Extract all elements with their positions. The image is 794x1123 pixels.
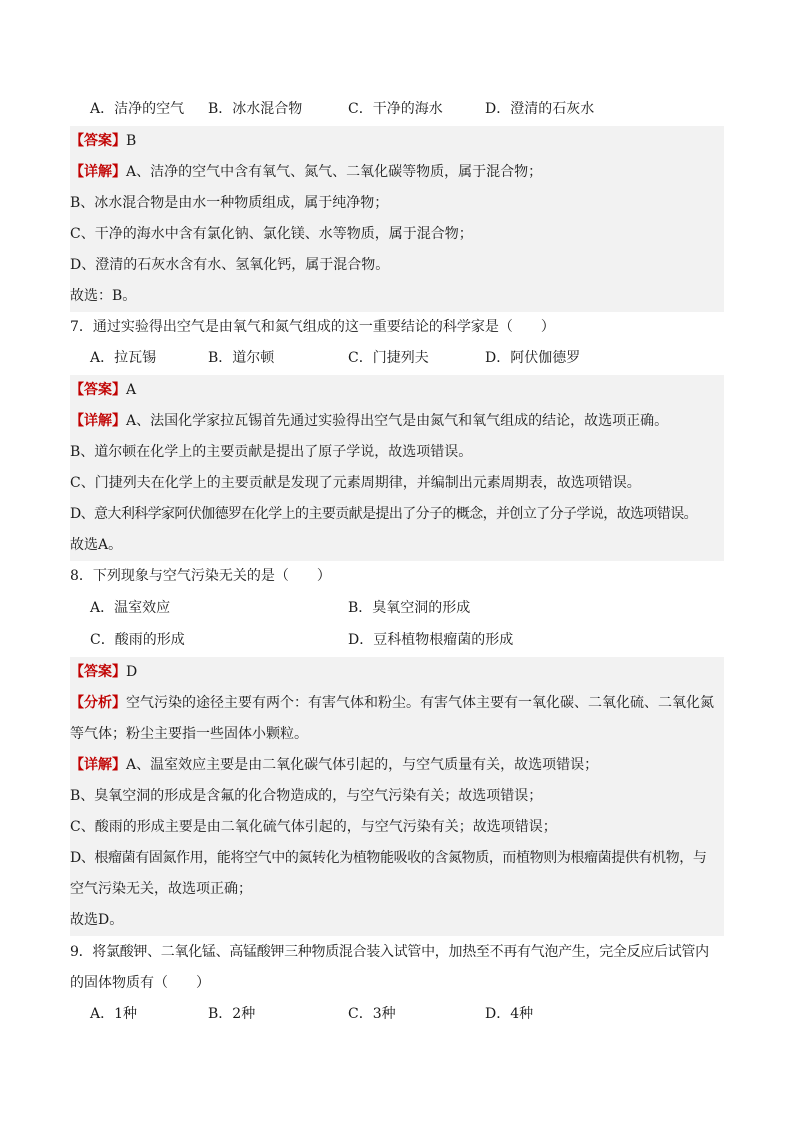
q7-answer: A	[126, 382, 137, 398]
q6-option-a: A．洁净的空气	[90, 101, 185, 117]
q7-detail-text: A、法国化学家拉瓦锡首先通过实验得出空气是由氮气和氧气组成的结论，故选项正确。	[126, 413, 669, 429]
answer-tag: 【答案】	[70, 664, 126, 680]
q8-option-b: B．臭氧空洞的形成	[348, 600, 471, 616]
q9-option-a: A．1种	[90, 1006, 138, 1022]
q7-question	[70, 312, 724, 343]
q6-option-b: B．冰水混合物	[208, 101, 303, 117]
q9-option-d: D．4种	[485, 1006, 534, 1022]
analysis-tag: 【分析】	[70, 695, 126, 711]
q6-detail-text: C、干净的海水中含有氯化钠、氯化镁、水等物质，属于混合物；	[70, 226, 473, 242]
q8-detail-text: 故选D。	[70, 912, 124, 928]
q8-option-a: A．温室效应	[90, 600, 171, 616]
q6-options-row	[70, 94, 724, 125]
q8-options-row-1	[70, 593, 724, 624]
q7-detail-line-3	[70, 468, 724, 499]
detail-tag: 【详解】	[70, 164, 126, 180]
q7-detail-line-4	[70, 499, 724, 530]
q6-detail-line-5	[70, 281, 724, 312]
q8-question-text: 8．下列现象与空气污染无关的是（ ）	[70, 568, 331, 584]
q8-analysis-text: 空气污染的途径主要有两个：有害气体和粉尘。有害气体主要有一氧化碳、二氧化硫、二氧化氮	[126, 695, 714, 711]
q6-answer: B	[126, 133, 137, 149]
q6-option-c: C．干净的海水	[348, 101, 443, 117]
q6-detail-line-1	[70, 157, 724, 188]
q7-detail-line-1	[70, 406, 724, 437]
q9-option-c: C．3种	[348, 1006, 396, 1022]
q8-analysis-text: 等气体；粉尘主要指一些固体小颗粒。	[70, 726, 308, 742]
q8-detail-line-4	[70, 843, 724, 874]
q6-answer-line	[70, 126, 724, 157]
q6-detail-text: D、澄清的石灰水含有水、氢氧化钙，属于混合物。	[70, 257, 390, 273]
q6-detail-text: A、洁净的空气中含有氧气、氮气、二氧化碳等物质，属于混合物；	[126, 164, 543, 180]
q7-detail-line-5	[70, 530, 724, 561]
q8-detail-text: B、臭氧空洞的形成是含氟的化合物造成的，与空气污染有关；故选项错误；	[70, 788, 543, 804]
detail-tag: 【详解】	[70, 757, 126, 773]
q9-question-line-1	[70, 937, 724, 968]
q8-question	[70, 561, 724, 592]
q6-detail-text: 故选：B。	[70, 288, 137, 304]
q9-option-b: B．2种	[208, 1006, 256, 1022]
q8-answer-line	[70, 657, 724, 688]
q7-detail-text: B、道尔顿在化学上的主要贡献是提出了原子学说，故选项错误。	[70, 444, 473, 460]
q7-option-b: B．道尔顿	[208, 350, 275, 366]
q8-detail-line-3	[70, 812, 724, 843]
q8-options-row-2	[70, 625, 724, 656]
q8-option-c: C．酸雨的形成	[90, 632, 185, 648]
q8-detail-line-6	[70, 905, 724, 936]
q7-detail-line-2	[70, 437, 724, 468]
q8-detail-line-1	[70, 750, 724, 781]
q7-option-a: A．拉瓦锡	[90, 350, 157, 366]
q7-question-text: 7．通过实验得出空气是由氧气和氮气组成的这一重要结论的科学家是（ ）	[70, 319, 555, 335]
q8-detail-text: C、酸雨的形成主要是由二氧化硫气体引起的，与空气污染有关；故选项错误；	[70, 819, 557, 835]
q7-option-c: C．门捷列夫	[348, 350, 429, 366]
q6-option-d: D．澄清的石灰水	[485, 101, 595, 117]
answer-tag: 【答案】	[70, 382, 126, 398]
q8-detail-text: 空气污染无关，故选项正确；	[70, 881, 252, 897]
q6-detail-line-3	[70, 219, 724, 250]
q7-detail-text: C、门捷列夫在化学上的主要贡献是发现了元素周期律，并编制出元素周期表，故选项错误。	[70, 475, 641, 491]
q8-analysis-line-1	[70, 688, 724, 719]
q9-question-text: 的固体物质有（ ）	[70, 975, 210, 991]
q8-answer: D	[126, 664, 138, 680]
q9-question-text: 9．将氯酸钾、二氧化锰、高锰酸钾三种物质混合装入试管中，加热至不再有气泡产生，完全反应后试管内	[70, 944, 709, 960]
q8-detail-line-2	[70, 781, 724, 812]
q7-options-row	[70, 343, 724, 374]
q7-detail-text: 故选A。	[70, 537, 123, 553]
q8-detail-line-5	[70, 874, 724, 905]
q6-detail-line-4	[70, 250, 724, 281]
q8-analysis-line-2	[70, 719, 724, 750]
answer-tag: 【答案】	[70, 133, 126, 149]
q8-detail-text: A、温室效应主要是由二氧化碳气体引起的，与空气质量有关，故选项错误；	[126, 757, 599, 773]
q6-detail-text: B、冰水混合物是由水一种物质组成，属于纯净物；	[70, 195, 389, 211]
q7-detail-text: D、意大利科学家阿伏伽德罗在化学上的主要贡献是提出了分子的概念，并创立了分子学说，故选项错误。	[70, 506, 698, 522]
detail-tag: 【详解】	[70, 413, 126, 429]
q9-options-row	[70, 999, 724, 1030]
q7-answer-line	[70, 375, 724, 406]
q8-detail-text: D、根瘤菌有固氮作用，能将空气中的氮转化为植物能吸收的含氮物质，而植物则为根瘤菌提供有机物，与	[70, 850, 707, 866]
q8-option-d: D．豆科植物根瘤菌的形成	[348, 632, 514, 648]
q9-question-line-2	[70, 968, 724, 999]
q6-detail-line-2	[70, 188, 724, 219]
q7-option-d: D．阿伏伽德罗	[485, 350, 581, 366]
